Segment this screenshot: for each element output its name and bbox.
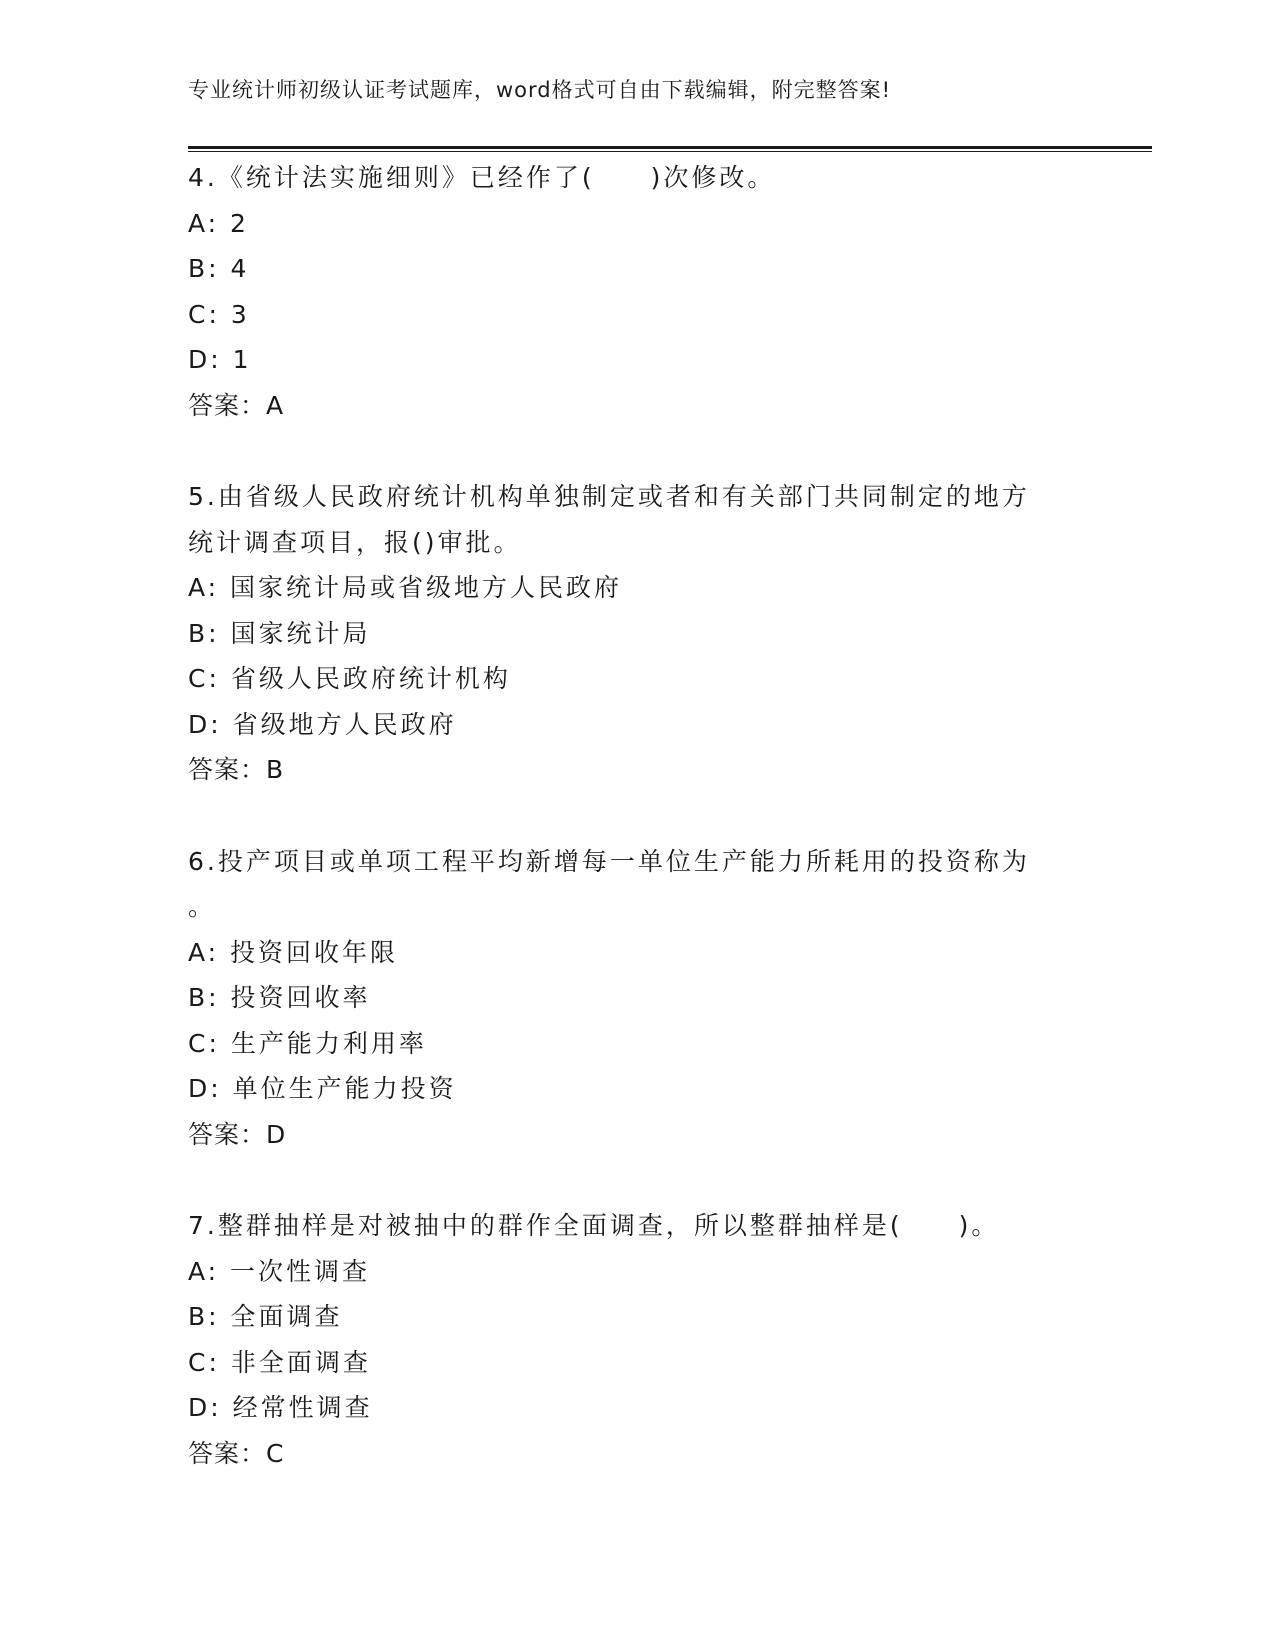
option-c: C: 非全面调查 — [188, 1347, 371, 1377]
question-stem: 5.由省级人民政府统计机构单独制定或者和有关部门共同制定的地方 — [188, 482, 1030, 511]
question-6 — [188, 839, 1088, 1158]
option-a: A: 投资回收年限 — [188, 937, 399, 967]
option-c: C: 省级人民政府统计机构 — [188, 664, 511, 693]
option-a: A: 一次性调查 — [188, 1256, 371, 1286]
option-d: D: 经常性调查 — [188, 1393, 373, 1422]
option-b: B: 国家统计局 — [188, 618, 371, 648]
question-5 — [188, 474, 1088, 793]
header-rule-thin — [188, 151, 1152, 152]
question-stem: 4.《统计法实施细则》已经作了( )次修改。 — [188, 163, 776, 192]
answer-line: 答案：D — [188, 1119, 287, 1149]
option-b: B: 4 — [188, 254, 250, 283]
question-7 — [188, 1203, 1088, 1476]
question-stem-continued: 统计调查项目，报()审批。 — [188, 527, 522, 557]
answer-line: 答案：A — [188, 390, 285, 420]
question-stem: 6.投产项目或单项工程平均新增每一单位生产能力所耗用的投资称为 — [188, 846, 1030, 876]
question-4 — [188, 155, 1088, 428]
option-d: D: 省级地方人民政府 — [188, 709, 457, 739]
option-d: D: 1 — [188, 345, 252, 374]
option-c: C: 3 — [188, 299, 250, 329]
option-c: C: 生产能力利用率 — [188, 1028, 427, 1058]
question-list — [188, 155, 1088, 1522]
answer-line: 答案：C — [188, 1438, 285, 1468]
answer-line: 答案：B — [188, 755, 285, 784]
option-a: A: 2 — [188, 208, 249, 238]
question-stem: 7.整群抽样是对被抽中的群作全面调查，所以整群抽样是( )。 — [188, 1211, 1000, 1240]
option-b: B: 全面调查 — [188, 1302, 343, 1331]
option-b: B: 投资回收率 — [188, 983, 371, 1012]
document-header: 专业统计师初级认证考试题库，word格式可自由下载编辑，附完整答案! — [188, 78, 892, 102]
header-rule-thick — [188, 146, 1152, 149]
option-a: A: 国家统计局或省级地方人民政府 — [188, 573, 623, 602]
question-stem-continued: 。 — [188, 892, 217, 921]
option-d: D: 单位生产能力投资 — [188, 1074, 457, 1103]
